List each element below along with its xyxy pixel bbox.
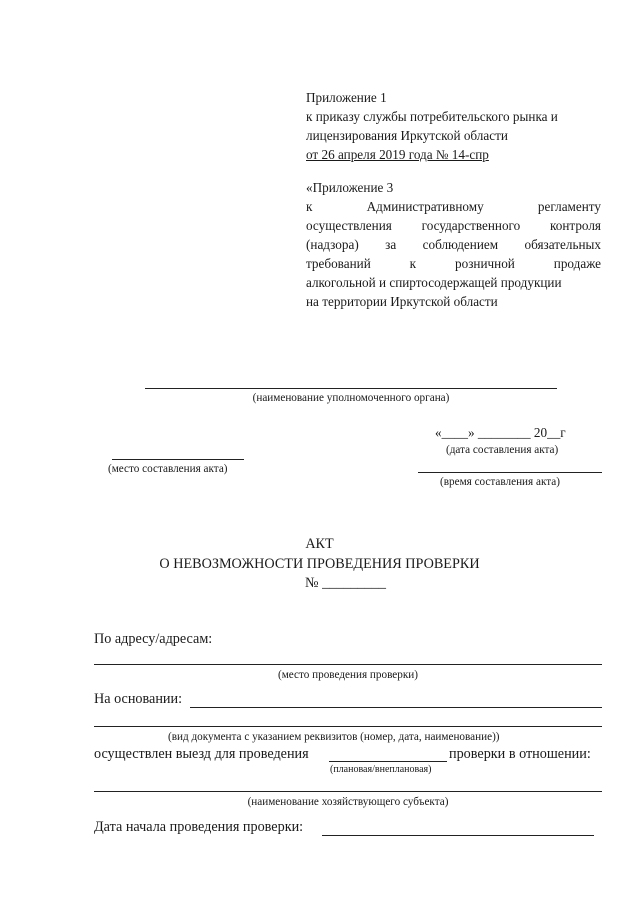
- date-caption: (дата составления акта): [446, 444, 559, 456]
- basis-label: На основании:: [94, 691, 183, 707]
- appendix1-line1: Приложение 1: [306, 90, 387, 105]
- appendix3-line6: алкогольной и спиртосодержащей продукции: [306, 275, 562, 290]
- appendix3-line3: осуществления государственного контроля: [306, 218, 601, 233]
- appendix1-line4: от 26 апреля 2019 года № 14-спр: [306, 147, 489, 162]
- start-date-field[interactable]: [322, 835, 594, 836]
- start-date-label: Дата начала проведения проверки:: [94, 819, 304, 835]
- time-field[interactable]: [418, 472, 602, 473]
- time-caption: (время составления акта): [440, 476, 560, 488]
- appendix3-line5: требований к розничной продаже: [306, 256, 601, 271]
- appendix3-line4: (надзора) за соблюдением обязательных: [306, 237, 601, 252]
- appendix1-line2: к приказу службы потребительского рынка и: [306, 109, 558, 124]
- date-field[interactable]: «____» ________ 20__г: [435, 425, 566, 440]
- basis-caption: (вид документа с указанием реквизитов (номер, дата, наименование)): [168, 731, 500, 743]
- act-title: АКТ: [305, 536, 334, 552]
- address-label: По адресу/адресам:: [94, 631, 213, 647]
- appendix3-line2: к Административному регламенту: [306, 199, 601, 214]
- visit-type-field[interactable]: [329, 761, 447, 762]
- address-field[interactable]: [94, 664, 602, 665]
- basis-field[interactable]: [190, 707, 602, 708]
- visit-type-caption: (плановая/внеплановая): [330, 764, 432, 775]
- basis-field-2[interactable]: [94, 726, 602, 727]
- entity-caption: (наименование хозяйствующего субъекта): [247, 796, 449, 808]
- entity-field[interactable]: [94, 791, 602, 792]
- act-subtitle: О НЕВОЗМОЖНОСТИ ПРОВЕДЕНИЯ ПРОВЕРКИ: [159, 556, 480, 572]
- authority-caption: (наименование уполномоченного органа): [252, 392, 450, 404]
- act-number[interactable]: № _________: [305, 575, 386, 591]
- place-caption: (место составления акта): [108, 463, 228, 475]
- appendix3-line7: на территории Иркутской области: [306, 294, 498, 309]
- inspection-place-caption: (место проведения проверки): [277, 669, 419, 681]
- authority-name-field[interactable]: [145, 388, 557, 389]
- appendix1-line3: лицензирования Иркутской области: [306, 128, 508, 143]
- place-field[interactable]: [112, 459, 244, 460]
- appendix3-line1: «Приложение 3: [306, 180, 394, 195]
- visit-text-start: осуществлен выезд для проведения: [94, 746, 309, 762]
- visit-text-end: проверки в отношении:: [449, 746, 591, 762]
